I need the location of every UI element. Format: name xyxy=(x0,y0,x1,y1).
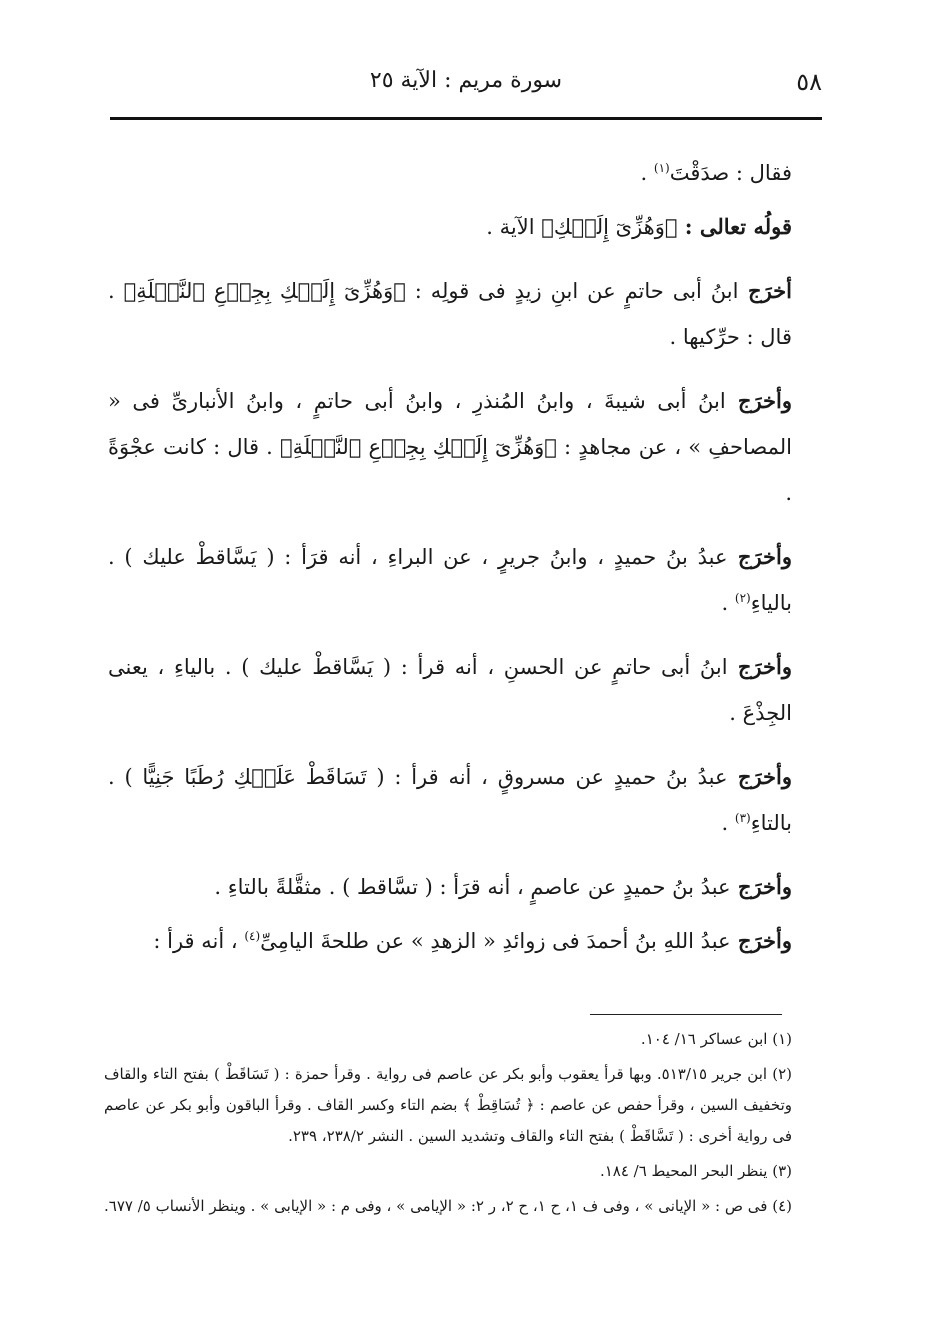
paragraph xyxy=(108,150,792,196)
footnote-marker: (٣) xyxy=(734,811,751,825)
paragraph-text: ابنُ أبى حاتمٍ عن ابنِ زيدٍ فى قولِه : ﴿وَهُزِّىٓ إِلَيۡكِ بِجِذۡعِ ٱلنَّخۡلَةِ﴾ . قال : حرِّكيها . xyxy=(108,279,792,349)
footnote: (٤) فى ص : « الإيانى » ، وفى ف ١، ح ١، ح ٢، ر ٢: « الإيامى » ، وفى م : « الإيابى » . وينظر الأنساب ٥/ ٦٧٧. xyxy=(104,1197,792,1215)
paragraph-tail: ، أنه قرأ : xyxy=(153,929,245,953)
footnote-marker: (٤) xyxy=(244,929,261,943)
paragraph-lead: وأخرَج xyxy=(727,764,792,789)
paragraph-text: عبدُ بنُ حميدٍ ، وابنُ جريرٍ ، عن البراءِ ، أنه قرَأ : ( يَسَّاقطْ عليك ) . بالياءِ xyxy=(108,545,792,615)
paragraph-lead: وأخرَج xyxy=(730,874,792,899)
paragraph xyxy=(108,644,792,736)
paragraph xyxy=(108,918,792,964)
paragraph xyxy=(108,534,792,626)
paragraph-lead: أخرَج xyxy=(738,278,792,303)
paragraph-lead: وأخرَج xyxy=(725,388,792,413)
paragraph-tail: . xyxy=(721,811,735,835)
paragraph-tail: . xyxy=(640,161,654,185)
paragraph xyxy=(108,378,792,516)
running-title: سورة مريم : الآية ٢٥ xyxy=(369,68,563,93)
footnote: (١) ابن عساكر ١٦/ ١٠٤. xyxy=(640,1030,792,1048)
footnotes xyxy=(104,1024,792,1226)
main-text xyxy=(108,150,792,982)
paragraph xyxy=(108,754,792,846)
paragraph xyxy=(108,268,792,360)
paragraph-text: عبدُ اللهِ بنُ أحمدَ فى زوائدِ « الزهدِ » عن طلحةَ اليامِىِّ xyxy=(260,929,731,953)
paragraph-lead: وأخرَج xyxy=(730,928,792,953)
paragraph-text: ابنُ أبى حاتمٍ عن الحسنِ ، أنه قرأ : ( يَسَّاقطْ عليك ) . بالياءِ ، يعنى الجِذْعَ . xyxy=(108,655,792,725)
footnote: (٢) ابن جرير ٥١٣/١٥. وبها قرأ يعقوب وأبو بكر عن عاصم فى رواية . وقرأ حمزة : ( تَسَاقَطْ ) بفتح التاء والقاف وتخفيف السين ، وقرأ حفص عن عاصم : ﴿ تُسَاقِطْ ﴾ بضم التاء وكسر القاف . وقرأ الباقون وأبو بكر عن عاصم فى رواية أخرى : ( تَسَّاقَطْ ) بفتح التاء والقاف وتشديد السين . النشر ٢٣٨/٢، ٢٣٩. xyxy=(104,1065,792,1145)
paragraph-text: عبدُ بنُ حميدٍ عن عاصمٍ ، أنه قرَأ : ( تسَّاقط ) . مثقَّلةً بالتاءِ . xyxy=(214,875,731,899)
paragraph-tail: . xyxy=(721,591,735,615)
paragraph-lead: وأخرَج xyxy=(727,654,792,679)
paragraph-lead: وأخرَج xyxy=(727,544,792,569)
header-rule xyxy=(110,117,822,120)
footnote-marker: (٢) xyxy=(734,591,751,605)
paragraph-text: فقال : صدَقْتَ xyxy=(669,161,792,185)
paragraph xyxy=(108,204,792,250)
paragraph-text: ابنُ أبى شيبةَ ، وابنُ المُنذرِ ، وابنُ أبى حاتمٍ ، وابنُ الأنبارىِّ فى « المصاحفِ » ، عن مجاهدٍ : ﴿وَهُزِّىٓ إِلَيۡكِ بِجِذۡعِ ٱلنَّخۡلَةِ﴾ . قال : كانت عجْوَةً . xyxy=(108,389,792,505)
paragraph-text: عبدُ بنُ حميدٍ عن مسروقٍ ، أنه قرأ : ( تَسَاقَطْ عَلَيۡكِ رُطَبًا جَنِيًّا ) . بالتاءِ xyxy=(108,765,792,835)
page-header xyxy=(110,62,822,106)
paragraph xyxy=(108,864,792,910)
page-number: ٥٨ xyxy=(796,68,822,96)
footnote: (٣) ينظر البحر المحيط ٦/ ١٨٤. xyxy=(599,1162,792,1180)
footnote-marker: (١) xyxy=(653,161,670,175)
footnote-separator xyxy=(590,1014,782,1015)
paragraph-text: ﴿وَهُزِّىٓ إِلَيۡكِ﴾ الآية . xyxy=(486,215,678,239)
paragraph-lead: قولُه تعالى : xyxy=(677,214,792,239)
